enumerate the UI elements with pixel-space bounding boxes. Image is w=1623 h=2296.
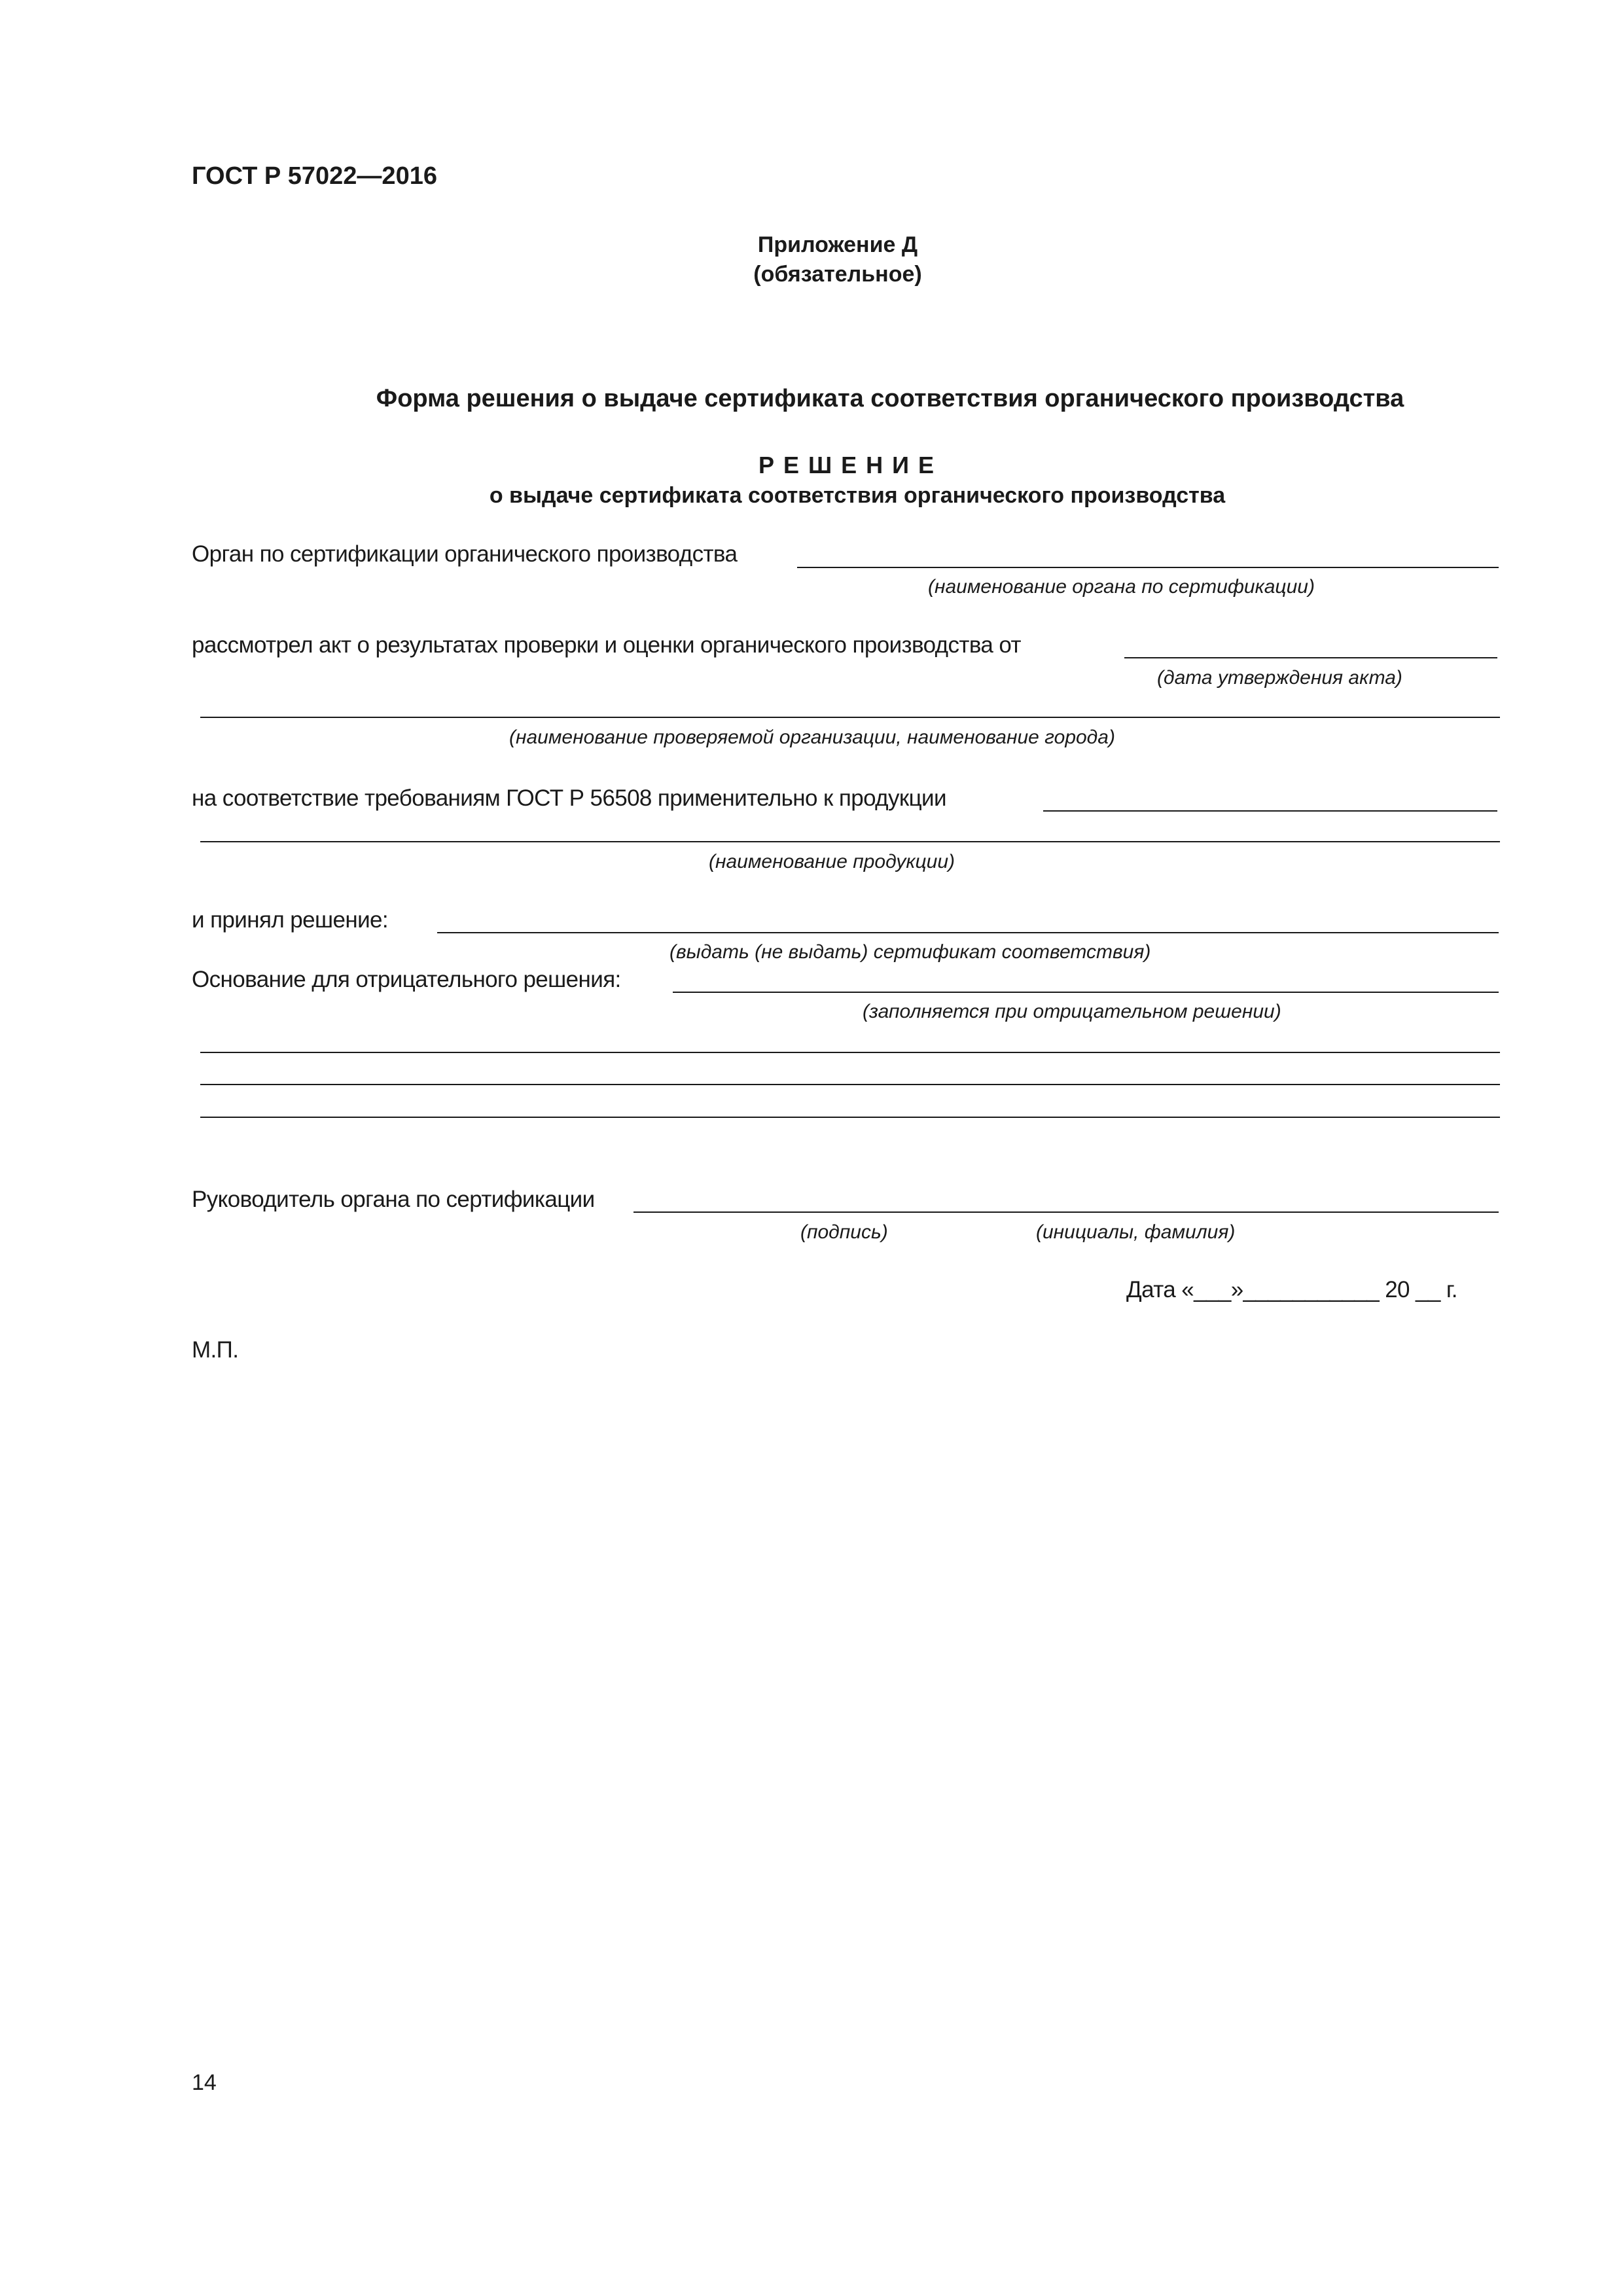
decision-line[interactable] xyxy=(437,932,1499,933)
act-date-line[interactable] xyxy=(1124,657,1497,658)
reason-extra-line[interactable] xyxy=(200,1084,1500,1085)
conformity-label: на соответствие требованиям ГОСТ Р 56508 применительно к продукции xyxy=(192,785,946,811)
reason-hint: (заполняется при отрицательном решении) xyxy=(863,1001,1281,1022)
product-line[interactable] xyxy=(200,841,1500,842)
act-date-hint: (дата утверждения акта) xyxy=(1157,667,1402,689)
product-hint: (наименование продукции) xyxy=(709,851,955,872)
reason-label: Основание для отрицательного решения: xyxy=(192,967,621,992)
signature-line[interactable] xyxy=(633,1211,1499,1213)
certification-body-line[interactable] xyxy=(797,567,1499,568)
decision-heading: РЕШЕНИЕ xyxy=(758,452,944,478)
signature-hint: (подпись) xyxy=(800,1221,888,1243)
name-hint: (инициалы, фамилия) xyxy=(1036,1221,1236,1243)
act-label: рассмотрел акт о результатах проверки и оценки органического производства от xyxy=(192,632,1021,658)
decision-subheading: о выдаче сертификата соответствия органического производства xyxy=(489,483,1226,508)
form-title: Форма решения о выдаче сертификата соответствия органического производства xyxy=(376,385,1404,412)
organization-line[interactable] xyxy=(200,717,1500,718)
head-label: Руководитель органа по сертификации xyxy=(192,1187,595,1212)
standard-id: ГОСТ Р 57022—2016 xyxy=(192,162,437,190)
decision-label: и принял решение: xyxy=(192,907,389,933)
decision-hint: (выдать (не выдать) сертификат соответствия) xyxy=(669,941,1151,963)
conformity-line[interactable] xyxy=(1043,810,1497,812)
annex-title: Приложение Д xyxy=(757,232,918,257)
reason-extra-line[interactable] xyxy=(200,1117,1500,1118)
reason-line[interactable] xyxy=(673,992,1499,993)
annex-note: (обязательное) xyxy=(753,262,922,287)
reason-extra-line[interactable] xyxy=(200,1052,1500,1053)
certification-body-label: Орган по сертификации органического производства xyxy=(192,541,738,567)
seal-place: М.П. xyxy=(192,1337,239,1363)
date-field[interactable]: Дата «___»___________ 20 __ г. xyxy=(1126,1277,1457,1302)
certification-body-hint: (наименование органа по сертификации) xyxy=(928,576,1315,598)
organization-hint: (наименование проверяемой организации, наименование города) xyxy=(509,726,1115,748)
page-number: 14 xyxy=(192,2070,217,2095)
